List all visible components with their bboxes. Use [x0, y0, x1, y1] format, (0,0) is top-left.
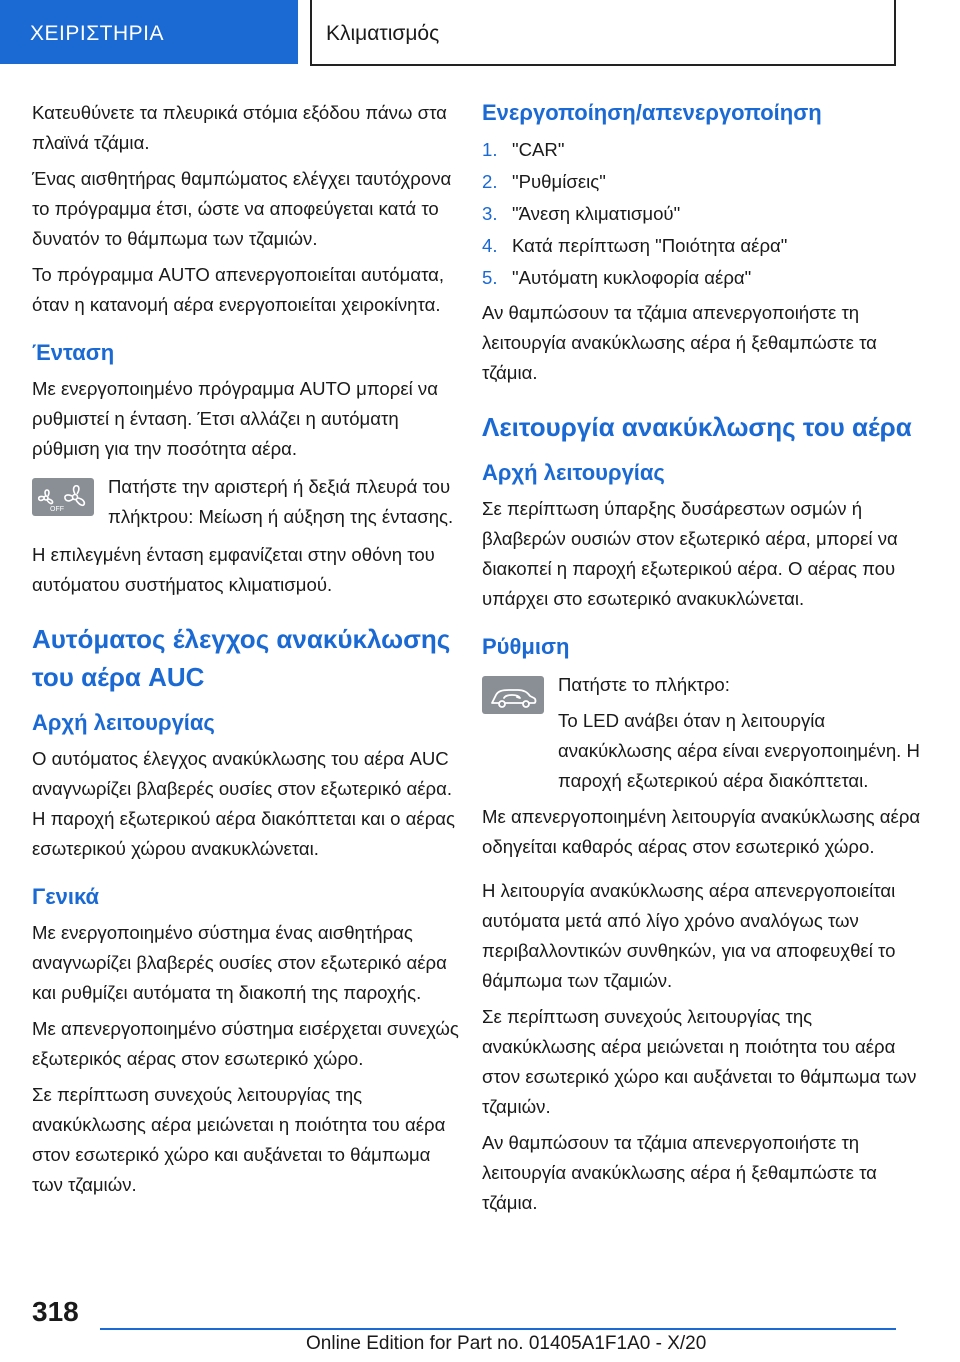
icon-description: Το LED ανάβει όταν η λειτουργία ανακύκλωσης αέρα είναι ενεργοποιημένη. Η παροχή εξωτερικού αέρα διακόπτεται. [558, 710, 920, 791]
heading-auc: Αυτόματος έλεγχος ανακύκλωσης του αέρα AUC [32, 624, 451, 692]
fan-instruction [32, 472, 462, 532]
fan-off-icon [32, 478, 94, 516]
right-column [482, 98, 922, 1224]
paragraph: Σε περίπτωση συνεχούς λειτουργίας της ανακύκλωσης αέρα μειώνεται η ποιότητα του αέρα στον εσωτερικό χώρο και αυξάνεται το θάμπωμα των τζαμιών. [482, 1006, 917, 1117]
icon-caption: Πατήστε το πλήκτρο: [558, 674, 730, 695]
paragraph: Με ενεργοποιημένο πρόγραμμα AUTO μπορεί να ρυθμιστεί η ένταση. Έτσι αλλάζει η αυτόματη ρύθμιση για την ποσότητα αέρα. [32, 378, 438, 459]
heading-setting: Ρύθμιση [482, 634, 570, 659]
paragraph: Ένας αισθητήρας θαμπώματος ελέγχει ταυτόχρονα το πρόγραμμα έτσι, ώστε να αποφεύγεται κατά το δυνατόν το θάμπωμα των τζαμιών. [32, 168, 452, 249]
edition-note: Online Edition for Part no. 01405A1F1A0 - X/20 [306, 1333, 707, 1354]
step-item: 1. "CAR" [482, 139, 565, 160]
section-title: Κλιματισμός [326, 22, 440, 45]
paragraph: Με απενεργοποιημένη λειτουργία ανακύκλωσης αέρα οδηγείται καθαρός αέρας στον εσωτερικό χώρο. [482, 806, 921, 857]
paragraph: Το πρόγραμμα AUTO απενεργοποιείται αυτόματα, όταν η κατανομή αέρα ενεργοποιείται χειροκίνητα. [32, 264, 445, 315]
paragraph: Με απενεργοποιημένο σύστημα εισέρχεται συνεχώς εξωτερικός αέρας στον εσωτερικό χώρο. [32, 1018, 459, 1069]
paragraph: Η επιλεγμένη ένταση εμφανίζεται στην οθόνη του αυτόματου συστήματος κλιματισμού. [32, 544, 435, 595]
paragraph: Ο αυτόματος έλεγχος ανακύκλωσης του αέρα AUC αναγνωρίζει βλαβερές ουσίες στον εξωτερικό αέρα. Η παροχή εξωτερικού αέρα διακόπτεται και ο αέρας εσωτερικού χώρου ανακυκλώνεται. [32, 748, 455, 859]
steps-list [482, 134, 922, 294]
heading-activation: Ενεργοποίηση/απενεργοποίηση [482, 100, 822, 125]
page-header [0, 0, 960, 66]
heading-general: Γενικά [32, 884, 100, 909]
page-number: 318 [32, 1296, 79, 1327]
left-column [32, 98, 462, 1206]
chapter-label: ΧΕΙΡΙΣΤΗΡΙΑ [30, 22, 165, 45]
air-recirculation-car-icon [482, 676, 544, 714]
icon-description: Πατήστε την αριστερή ή δεξιά πλευρά του πλήκτρου: Μείωση ή αύξηση της έντασης. [108, 476, 454, 527]
paragraph: Κατευθύνετε τα πλευρικά στόμια εξόδου πάνω στα πλαϊνά τζάμια. [32, 102, 447, 153]
chapter-tab [0, 0, 298, 64]
paragraph: Σε περίπτωση ύπαρξης δυσάρεστων οσμών ή βλαβερών ουσιών στον εξωτερικό αέρα, μπορεί να διακοπεί η παροχή εξωτερικού αέρα. Ο αέρας που υπάρχει στο εσωτερικό ανακυκλώνεται. [482, 498, 898, 609]
heading-principle: Αρχή λειτουργίας [482, 460, 665, 485]
heading-intensity: Ένταση [32, 340, 115, 365]
heading-principle: Αρχή λειτουργίας [32, 710, 215, 735]
paragraph: Η λειτουργία ανακύκλωσης αέρα απενεργοποιείται αυτόματα μετά από λίγο χρόνο αναλόγως των περιβαλλοντικών συνθηκών, για να αποφευχθεί το θάμπωμα των τζαμιών. [482, 880, 896, 991]
paragraph: Σε περίπτωση συνεχούς λειτουργίας της ανακύκλωσης αέρα μειώνεται η ποιότητα του αέρα στον εσωτερικό χώρο και αυξάνεται το θάμπωμα των τζαμιών. [32, 1084, 446, 1195]
paragraph: Με ενεργοποιημένο σύστημα ένας αισθητήρας αναγνωρίζει βλαβερές ουσίες στον εξωτερικό αέρα και ρυθμίζει αυτόματα τη διακοπή της παροχής. [32, 922, 447, 1003]
recirc-instruction [482, 670, 922, 796]
paragraph: Αν θαμπώσουν τα τζάμια απενεργοποιήστε τη λειτουργία ανακύκλωσης αέρα ή ξεθαμπώστε τα τζάμια. [482, 1132, 877, 1213]
step-item: 5. "Αυτόματη κυκλοφορία αέρα" [482, 267, 752, 288]
footer-divider [100, 1328, 896, 1330]
svg-text:OFF: OFF [50, 506, 64, 513]
step-item: 2. "Ρυθμίσεις" [482, 171, 606, 192]
step-item: 4. Κατά περίπτωση "Ποιότητα αέρα" [482, 235, 788, 256]
paragraph: Αν θαμπώσουν τα τζάμια απενεργοποιήστε τη λειτουργία ανακύκλωσης αέρα ή ξεθαμπώστε τα τζάμια. [482, 302, 877, 383]
step-item: 3. "Άνεση κλιματισμού" [482, 203, 681, 224]
heading-recirculation: Λειτουργία ανακύκλωσης του αέρα [482, 412, 912, 442]
